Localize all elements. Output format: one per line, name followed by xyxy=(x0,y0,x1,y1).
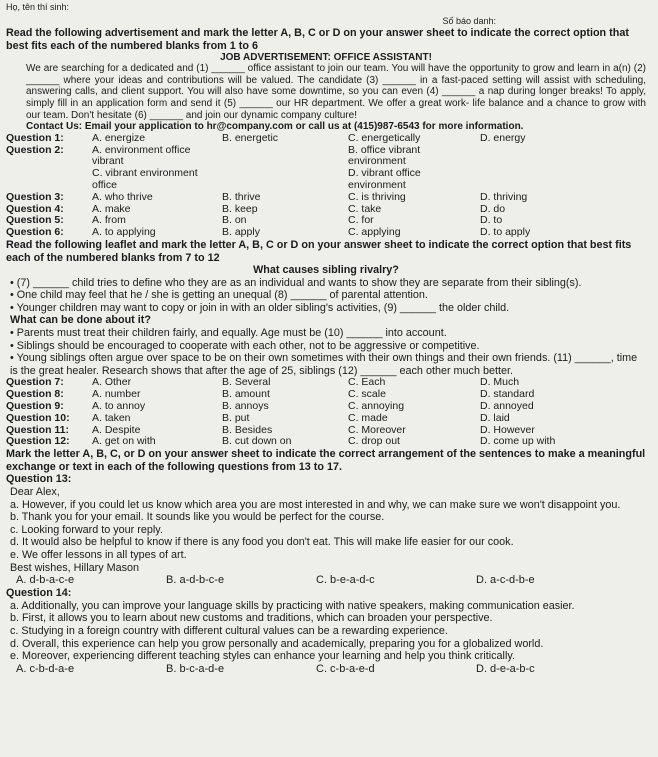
name-label: Họ, tên thí sinh: xyxy=(6,2,70,12)
text-line: e. We offer lessons in all types of art. xyxy=(10,548,187,561)
option-d: D. come up with xyxy=(480,435,556,448)
option-c: C. made xyxy=(348,411,388,424)
q13-label: Question 13: xyxy=(6,473,72,486)
option-d: D. to apply xyxy=(480,226,531,239)
part2-instruction: Read the following leaflet and mark the letter A, B, C or D on your answer sheet to indicate the correct option that best fits each of the numbered blanks from 7 to 12 xyxy=(6,238,632,264)
option-d: D. to xyxy=(480,214,503,227)
text-line: a. Additionally, you can improve your language skills by practicing with native speakers, making communication easier. xyxy=(10,599,575,612)
answer-option: B. a-d-b-c-e xyxy=(166,574,225,587)
number-label: Số báo danh: xyxy=(442,16,496,26)
question-label: Question 12: xyxy=(6,435,70,448)
question-row xyxy=(6,192,646,204)
option-b: B. apply xyxy=(222,226,260,239)
question-row xyxy=(6,133,646,145)
answer-option: D. a-c-d-b-e xyxy=(476,574,535,587)
option-c: C. scale xyxy=(348,388,386,401)
answer-option: C. c-b-a-e-d xyxy=(316,662,375,675)
text-line: e. Moreover, experiencing different teaching styles can enhance your learning and help you think critically. xyxy=(10,650,515,663)
option-d: D. standard xyxy=(480,388,535,401)
question-label: Question 6: xyxy=(6,226,64,239)
option-c: C. take xyxy=(348,202,382,215)
text-line: Best wishes, Hillary Mason xyxy=(10,561,140,574)
question-label: Question 1: xyxy=(6,131,64,144)
option-d: D. laid xyxy=(480,411,510,424)
option-a: A. to applying xyxy=(92,226,156,239)
option-a: A. number xyxy=(92,388,141,401)
option-a: A. to annoy xyxy=(92,400,146,413)
option-b: B. amount xyxy=(222,388,270,401)
option-c: C. annoying xyxy=(348,400,405,413)
questions-1-6 xyxy=(6,133,646,239)
option-b: B. Several xyxy=(222,376,271,389)
header xyxy=(6,0,646,27)
option-b: B. on xyxy=(222,214,247,227)
question-label: Question 9: xyxy=(6,400,64,413)
option-a: C. vibrant environment office xyxy=(92,167,198,191)
q13-options xyxy=(6,574,646,587)
option-c: B. office vibrant environment xyxy=(348,143,421,168)
leaflet-bullet: • Parents must treat their children fairly, and equally. Age must be (10) ______ into account. xyxy=(10,327,447,340)
question-label: Question 2: xyxy=(6,143,64,156)
option-d: D. energy xyxy=(480,131,526,144)
text-line: c. Studying in a foreign country with different cultural values can be a rewarding experience. xyxy=(10,624,448,637)
option-c: C. for xyxy=(348,214,374,227)
option-a: A. taken xyxy=(92,411,131,424)
option-c: C. applying xyxy=(348,226,401,239)
option-b: B. energetic xyxy=(222,131,279,144)
option-b: B. cut down on xyxy=(222,435,292,448)
leaflet-bullet: • Young siblings often argue over space to be on their own sometimes with their own things and their own friends. (11) ______, time is the great healer. Research shows that after the age of 25, siblings (12) ______ each other much better. xyxy=(10,352,638,377)
option-d: D. annoyed xyxy=(480,400,534,413)
questions-7-12 xyxy=(6,377,646,448)
option-d: D. thriving xyxy=(480,190,528,203)
answer-option: D. d-e-a-b-c xyxy=(476,662,535,675)
question-label: Question 7: xyxy=(6,376,64,389)
leaflet-subheading: What can be done about it? xyxy=(10,314,151,327)
option-d: D. do xyxy=(480,202,506,215)
option-b: B. keep xyxy=(222,202,258,215)
option-c: C. Each xyxy=(348,376,386,389)
option-a: A. get on with xyxy=(92,435,156,448)
question-row xyxy=(6,227,646,239)
q14-label: Question 14: xyxy=(6,587,72,600)
option-c: C. drop out xyxy=(348,435,400,448)
ad-text: We are searching for a dedicated and (1) ______ office assistant to join our team. You will have the opportunity to grow and learn in a(n) (2) ______ where your ideas and contributions will be valued. The candidate (3) ______ in a fast-paced setting will assist with scheduling, answering calls, and client support. You will also have some downtime, so you can even (4) ______ a nap during longer breaks! To apply, simply fill in an application form and send it (5) ______ our HR department. We offer a great work- life balance and a chance to grow with our team. Don't hesitate (6) ______ and join our dynamic company culture! xyxy=(26,63,646,121)
option-a: A. Despite xyxy=(92,423,141,436)
option-c: C. Moreover xyxy=(348,423,406,436)
option-d: D. However xyxy=(480,423,535,436)
question-row xyxy=(6,145,646,169)
question-label: Question 10: xyxy=(6,411,70,424)
q13-lines xyxy=(6,486,646,574)
question-label: Question 11: xyxy=(6,423,70,436)
option-b: B. put xyxy=(222,411,250,424)
question-row xyxy=(6,436,646,448)
question-label: Question 5: xyxy=(6,214,64,227)
text-line: a. However, if you could let us know which area you are most interested in and why, we can make sure we won't disappoint you. xyxy=(10,498,621,511)
question-row xyxy=(6,168,646,192)
option-c: C. energetically xyxy=(348,131,421,144)
option-b: B. thrive xyxy=(222,190,261,203)
option-a: A. from xyxy=(92,214,126,227)
option-a: A. who thrive xyxy=(92,190,153,203)
q14-options xyxy=(6,663,646,676)
answer-option: B. b-c-a-d-e xyxy=(166,662,225,675)
question-label: Question 8: xyxy=(6,388,64,401)
part3-instruction: Mark the letter A, B, C, or D on your answer sheet to indicate the correct arrangement of the sentences to make a meaningful exchange or text in each of the following questions from 13 to 17. xyxy=(6,448,646,473)
ad-title: JOB ADVERTISEMENT: OFFICE ASSISTANT! xyxy=(220,52,432,64)
leaflet-body xyxy=(6,277,646,378)
option-a: A. environment office vibrant xyxy=(92,143,191,168)
option-c: D. vibrant office environment xyxy=(348,167,421,191)
leaflet-bullet: • One child may feel that he / she is getting an unequal (8) ______ of parental attention. xyxy=(10,289,428,302)
text-line: d. Overall, this experience can help you grow personally and academically, preparing you for a globalized world. xyxy=(10,637,544,650)
text-line: b. Thank you for your email. It sounds like you would be perfect for the course. xyxy=(10,511,385,524)
answer-option: A. c-b-d-a-e xyxy=(16,662,75,675)
option-d: D. Much xyxy=(480,376,520,389)
text-line: d. It would also be helpful to know if there is any food you don't eat. This will make life easier for our cook. xyxy=(10,536,514,549)
q14-lines xyxy=(6,600,646,663)
option-a: A. make xyxy=(92,202,131,215)
question-label: Question 3: xyxy=(6,190,64,203)
leaflet-bullet: • (7) ______ child tries to define who they are as an individual and wants to show they are separate from their sibling(s). xyxy=(10,276,582,289)
leaflet-title: What causes sibling rivalry? xyxy=(253,264,399,277)
text-line: Dear Alex, xyxy=(10,486,60,499)
question-label: Question 4: xyxy=(6,202,64,215)
answer-option: A. d-b-a-c-e xyxy=(16,574,75,587)
option-c: C. is thriving xyxy=(348,190,406,203)
answer-option: C. b-e-a-d-c xyxy=(316,574,375,587)
question-row xyxy=(6,413,646,425)
option-a: A. Other xyxy=(92,376,132,389)
option-a: A. energize xyxy=(92,131,146,144)
part1-instruction: Read the following advertisement and mark the letter A, B, C or D on your answer sheet to indicate the correct option that best fits each of the numbered blanks from 1 to 6 xyxy=(6,27,629,52)
option-b: B. annoys xyxy=(222,400,269,413)
text-line: b. First, it allows you to learn about new customs and traditions, which can broaden your perspective. xyxy=(10,612,493,625)
ad-contact: Contact Us: Email your application to hr@company.com or call us at (415)987-6543 for more information. xyxy=(26,121,524,133)
option-b: B. Besides xyxy=(222,423,273,436)
leaflet-bullet: • Siblings should be encouraged to cooperate with each other, not to be aggressive or competitive. xyxy=(10,339,480,352)
leaflet-bullet: • Younger children may want to copy or join in with an older sibling's activities, (9) ______ the older child. xyxy=(10,301,510,314)
text-line: c. Looking forward to your reply. xyxy=(10,523,163,536)
